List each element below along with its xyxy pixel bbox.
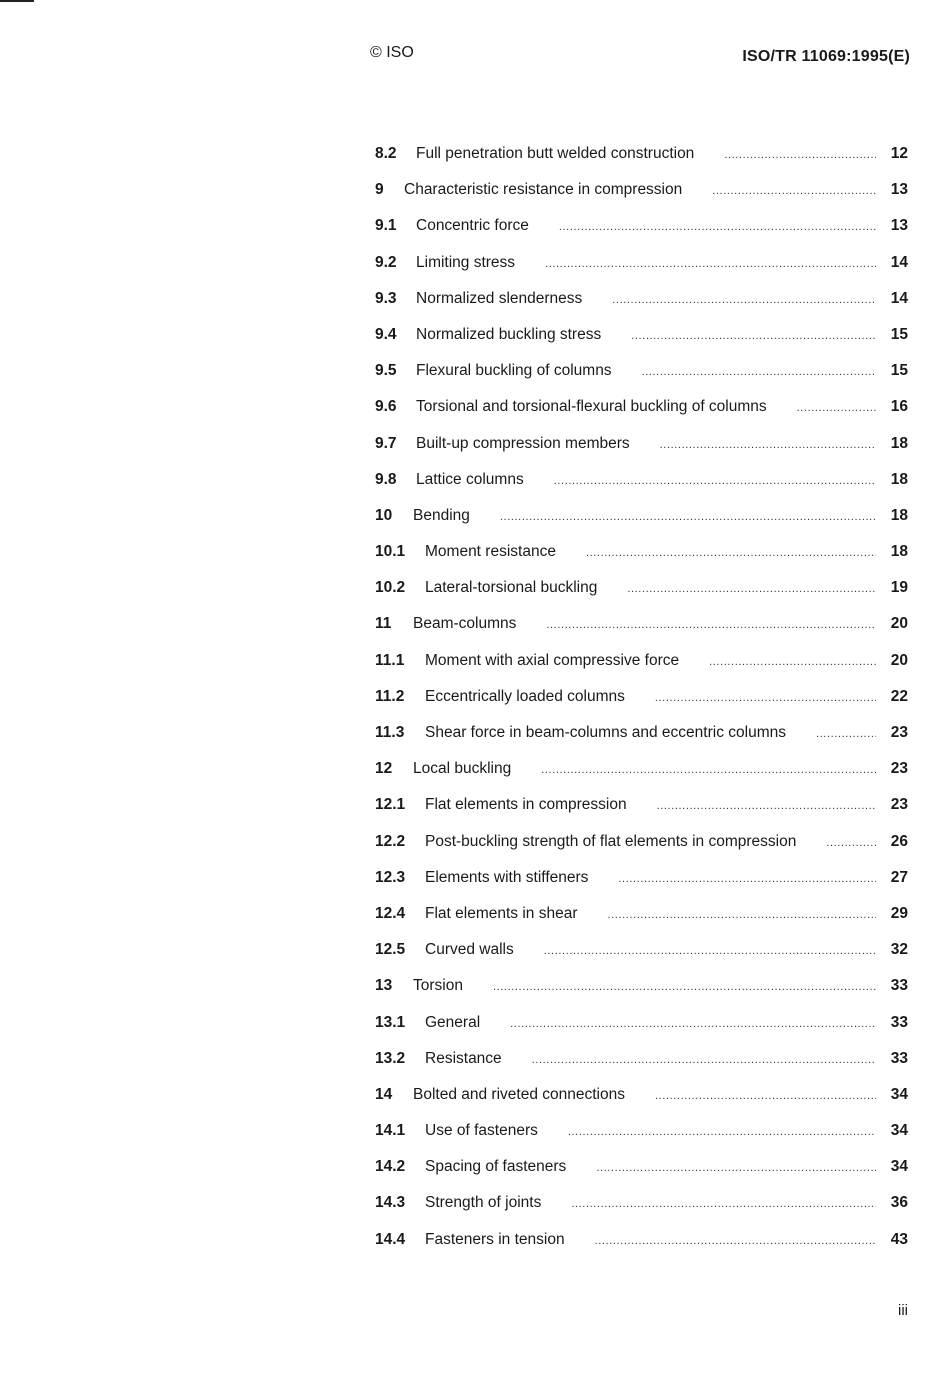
toc-entry-page: 14	[890, 253, 908, 271]
dot-leader	[712, 185, 876, 197]
toc-entry[interactable]	[375, 1050, 908, 1086]
toc-entry-number: 9.6	[375, 398, 397, 416]
toc-entry-title: Concentric force	[416, 217, 529, 235]
page-number: iii	[898, 1302, 908, 1319]
toc-entry-number: 13.2	[375, 1049, 406, 1067]
toc-entry-number: 12.3	[375, 868, 406, 886]
toc-entry-page: 43	[890, 1230, 908, 1248]
toc-entry-title: Shear force in beam-columns and eccentric columns	[425, 724, 786, 741]
toc-entry-number: 13.1	[375, 1013, 406, 1031]
toc-entry-page: 32	[890, 941, 908, 959]
toc-entry-number: 9.3	[375, 289, 397, 307]
toc-entry-page: 27	[890, 868, 908, 886]
toc-entry[interactable]	[375, 615, 908, 651]
toc-entry-number: 11.3	[375, 724, 405, 741]
toc-entry-page: 34	[890, 1122, 908, 1140]
toc-entry-title: Built-up compression members	[416, 434, 630, 452]
scan-edge-mark	[0, 0, 34, 2]
dot-leader	[631, 330, 876, 342]
toc-entry-number: 12.1	[375, 796, 406, 814]
toc-entry-title: Spacing of fasteners	[425, 1158, 567, 1176]
toc-entry-number: 14.1	[375, 1122, 406, 1140]
toc-entry-title: Flat elements in compression	[425, 796, 627, 814]
dot-leader	[554, 475, 876, 487]
dot-leader	[826, 837, 876, 849]
toc-entry-number: 14.4	[375, 1230, 406, 1248]
toc-entry-page: 12	[890, 145, 908, 162]
toc-entry-title: Local buckling	[413, 760, 512, 778]
toc-entry-page: 33	[890, 977, 908, 995]
toc-entry-title: Characteristic resistance in compression	[404, 181, 683, 199]
toc-entry-number: 9.8	[375, 470, 397, 488]
dot-leader	[493, 981, 876, 993]
toc-entry-page: 13	[890, 181, 908, 199]
toc-entry[interactable]	[375, 977, 908, 1013]
toc-entry-page: 15	[890, 325, 908, 343]
toc-entry-number: 12.5	[375, 941, 406, 959]
toc-entry-number: 10.2	[375, 579, 406, 597]
toc-entry-title: Flexural buckling of columns	[416, 362, 612, 380]
toc-entry-title: Limiting stress	[416, 253, 516, 271]
toc-entry-number: 9.4	[375, 325, 397, 343]
toc-entry-page: 14	[890, 289, 908, 307]
toc-entry[interactable]	[375, 1158, 908, 1194]
dot-leader	[510, 1018, 876, 1030]
toc-entry-page: 22	[890, 687, 908, 705]
toc-entry-number: 14	[375, 1085, 393, 1103]
toc-entry[interactable]	[375, 217, 908, 253]
toc-entry-page: 19	[890, 579, 908, 597]
toc-entry-page: 20	[890, 651, 908, 669]
toc-entry-title: Strength of joints	[425, 1194, 542, 1212]
toc-entry-number: 11.2	[375, 687, 405, 705]
toc-entry[interactable]	[375, 435, 908, 471]
dot-leader	[532, 1054, 876, 1066]
toc-entry-title: Flat elements in shear	[425, 904, 578, 922]
toc-entry-number: 14.2	[375, 1158, 406, 1176]
toc-entry-title: Fasteners in tension	[425, 1230, 565, 1248]
toc-entry[interactable]	[375, 1231, 908, 1267]
toc-entry-title: Elements with stiffeners	[425, 868, 589, 886]
toc-entry-number: 13	[375, 977, 393, 995]
toc-entry-number: 10	[375, 506, 393, 524]
toc-entry-title: Torsional and torsional-flexural buckling of columns	[416, 398, 767, 416]
toc-entry-page: 18	[890, 543, 908, 561]
toc-entry[interactable]	[375, 1122, 908, 1158]
toc-entry-number: 12.4	[375, 904, 406, 922]
toc-entry-title: Bolted and riveted connections	[413, 1085, 625, 1103]
dot-leader	[546, 619, 876, 631]
dot-leader	[627, 583, 876, 595]
toc-entry-page: 34	[890, 1158, 908, 1176]
toc-entry[interactable]	[375, 833, 908, 869]
toc-entry-page: 18	[890, 506, 908, 524]
toc-entry-page: 23	[890, 724, 908, 741]
toc-entry-title: Beam-columns	[413, 615, 517, 633]
dot-leader	[544, 945, 876, 957]
toc-entry-page: 33	[890, 1049, 908, 1067]
toc-entry-page: 36	[890, 1194, 908, 1212]
toc-entry-page: 26	[890, 832, 908, 850]
toc-entry-title: Resistance	[425, 1049, 502, 1067]
toc-entry-title: Moment resistance	[425, 543, 556, 561]
toc-entry[interactable]	[375, 362, 908, 398]
copyright-notice: © ISO	[370, 44, 414, 61]
dot-leader	[595, 1235, 876, 1247]
toc-entry-number: 8.2	[375, 145, 397, 162]
table-of-contents	[375, 145, 908, 1267]
dot-leader	[571, 1198, 876, 1210]
dot-leader	[545, 258, 876, 270]
toc-entry-number: 9.2	[375, 253, 397, 271]
dot-leader	[816, 728, 876, 740]
toc-entry[interactable]	[375, 760, 908, 796]
toc-entry-title: Lateral-torsional buckling	[425, 579, 598, 597]
toc-entry[interactable]	[375, 905, 908, 941]
toc-entry[interactable]	[375, 326, 908, 362]
toc-entry-number: 9.7	[375, 434, 397, 452]
toc-entry[interactable]	[375, 796, 908, 832]
toc-entry-page: 33	[890, 1013, 908, 1031]
toc-entry-title: Torsion	[413, 977, 463, 995]
toc-entry-title: Use of fasteners	[425, 1122, 538, 1140]
dot-leader	[586, 547, 876, 559]
toc-entry[interactable]	[375, 579, 908, 615]
dot-leader	[541, 764, 876, 776]
toc-entry-number: 11	[375, 615, 392, 633]
toc-entry[interactable]	[375, 1014, 908, 1050]
toc-entry-page: 16	[890, 398, 908, 416]
toc-entry-number: 12.2	[375, 832, 406, 850]
toc-entry-number: 14.3	[375, 1194, 406, 1212]
toc-entry-page: 20	[890, 615, 908, 633]
dot-leader	[596, 1162, 876, 1174]
toc-entry[interactable]	[375, 1194, 908, 1230]
toc-entry[interactable]	[375, 181, 908, 217]
dot-leader	[655, 1090, 876, 1102]
toc-entry-page: 34	[890, 1085, 908, 1103]
toc-entry[interactable]	[375, 254, 908, 290]
dot-leader	[660, 439, 876, 451]
dot-leader	[797, 402, 876, 414]
toc-entry[interactable]	[375, 724, 908, 760]
toc-entry-title: Normalized slenderness	[416, 289, 583, 307]
dot-leader	[618, 873, 876, 885]
dot-leader	[709, 656, 876, 668]
toc-entry-page: 23	[890, 760, 908, 778]
toc-entry-title: Moment with axial compressive force	[425, 651, 680, 669]
toc-entry-number: 9.1	[375, 217, 397, 235]
dot-leader	[724, 149, 876, 161]
toc-entry-title: Lattice columns	[416, 470, 524, 488]
toc-entry[interactable]	[375, 652, 908, 688]
dot-leader	[500, 511, 876, 523]
toc-entry-title: Full penetration butt welded construction	[416, 145, 695, 162]
dot-leader	[568, 1126, 876, 1138]
toc-entry[interactable]	[375, 543, 908, 579]
toc-entry-number: 11.1	[375, 651, 405, 669]
toc-entry[interactable]	[375, 507, 908, 543]
toc-entry-number: 12	[375, 760, 393, 778]
toc-entry-page: 18	[890, 434, 908, 452]
toc-entry-number: 9	[375, 181, 384, 199]
toc-entry[interactable]	[375, 471, 908, 507]
toc-entry[interactable]	[375, 941, 908, 977]
toc-entry[interactable]	[375, 290, 908, 326]
document-identifier: ISO/TR 11069:1995(E)	[742, 48, 910, 65]
toc-entry[interactable]	[375, 869, 908, 905]
toc-entry-title: Curved walls	[425, 941, 514, 959]
toc-entry-number: 9.5	[375, 362, 397, 380]
dot-leader	[559, 221, 876, 233]
dot-leader	[608, 909, 877, 921]
dot-leader	[642, 366, 876, 378]
toc-entry-number: 10.1	[375, 543, 406, 561]
toc-entry-page: 15	[890, 362, 908, 380]
dot-leader	[655, 692, 876, 704]
toc-entry-page: 29	[890, 904, 908, 922]
toc-entry[interactable]	[375, 1086, 908, 1122]
dot-leader	[657, 800, 876, 812]
toc-entry[interactable]	[375, 398, 908, 434]
toc-entry-title: Bending	[413, 506, 470, 524]
toc-entry-page: 13	[890, 217, 908, 235]
toc-entry-title: Post-buckling strength of flat elements in compression	[425, 832, 797, 850]
toc-entry[interactable]	[375, 688, 908, 724]
toc-entry-title: Normalized buckling stress	[416, 325, 602, 343]
toc-entry-title: General	[425, 1013, 481, 1031]
dot-leader	[612, 294, 876, 306]
toc-entry[interactable]	[375, 145, 908, 181]
toc-entry-page: 23	[890, 796, 908, 814]
toc-entry-page: 18	[890, 470, 908, 488]
toc-entry-title: Eccentrically loaded columns	[425, 687, 625, 705]
